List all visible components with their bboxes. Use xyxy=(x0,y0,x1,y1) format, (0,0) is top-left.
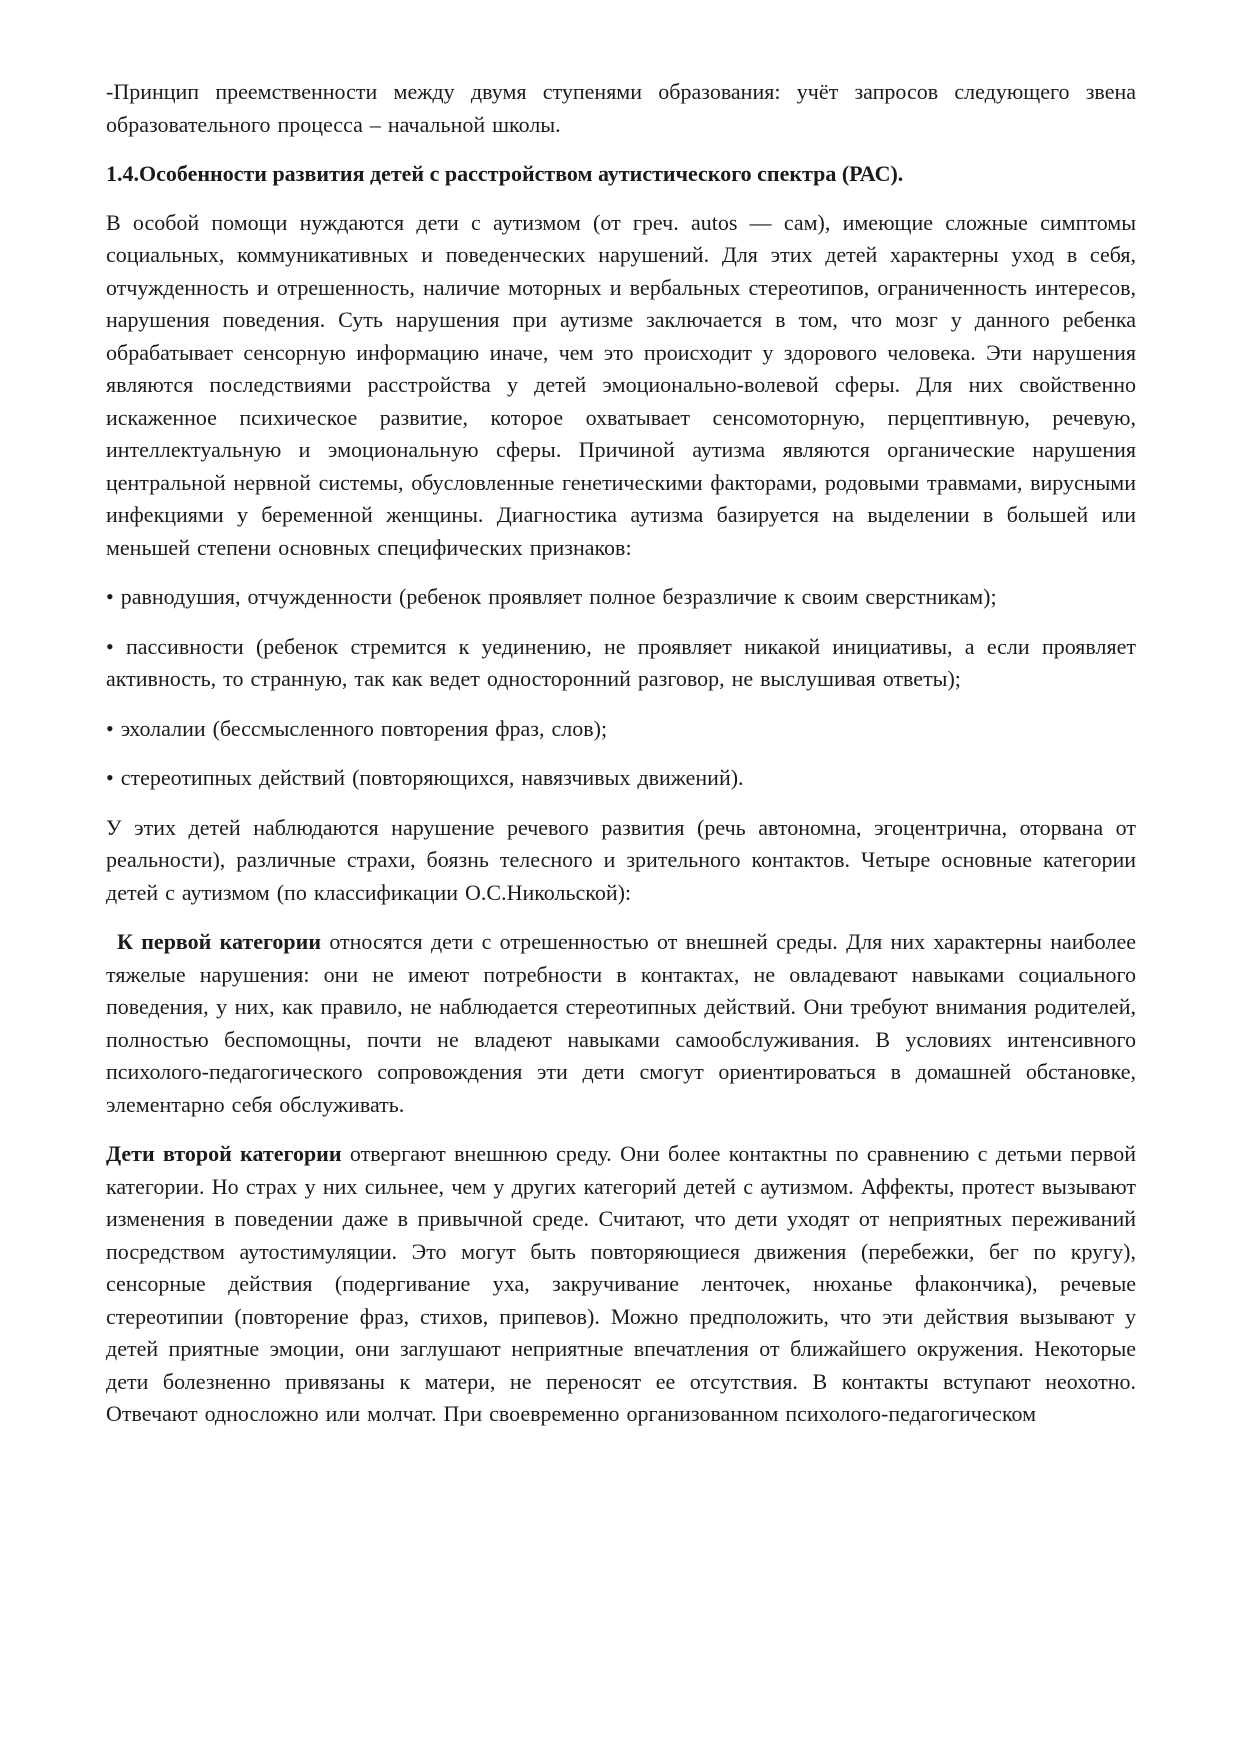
category-1-paragraph xyxy=(106,926,1136,1121)
overview-paragraph: В особой помощи нуждаются дети с аутизмом (от греч. autos — сам), имеющие сложные симптомы социальных, коммуникативных и поведенческих нарушений. Для этих детей характерны уход в себя, отчужденность и отрешенность, наличие моторных и вербальных стереотипов, ограниченность интересов, нарушения поведения. Суть нарушения при аутизме заключается в том, что мозг у данного ребенка обрабатывает сенсорную информацию иначе, чем это происходит у здорового человека. Эти нарушения являются последствиями расстройства у детей эмоционально-волевой сферы. Для них свойственно искаженное психическое развитие, которое охватывает сенсомоторную, перцептивную, речевую, интеллектуальную и эмоциональную сферы. Причиной аутизма являются органические нарушения центральной нервной системы, обусловленные генетическими факторами, родовыми травмами, вирусными инфекциями у беременной женщины. Диагностика аутизма базируется на выделении в большей или меньшей степени основных специфических признаков: xyxy=(106,209,1136,560)
category-1-lead: К первой категории xyxy=(117,929,322,954)
category-2-text: отвергают внешнюю среду. Они более контактны по сравнению с детьми первой категории. Но страх у них сильнее, чем у других категорий детей с аутизмом. Аффекты, протест вызывают изменения в поведении даже в привычной среде. Считают, что дети уходят от неприятных переживаний посредством аутостимуляции. Это могут быть повторяющиеся движения (перебежки, бег по кругу), сенсорные действия (подергивание уха, закручивание ленточек, нюханье флакончика), речевые стереотипии (повторение фраз, стихов, припевов). Можно предположить, что эти действия вызывают у детей приятные эмоции, они заглушают неприятные впечатления от ближайшего окружения. Некоторые дети болезненно привязаны к матери, не переносят ее отсутствия. В контакты вступают неохотно. Отвечают односложно или молчат. При своевременно организованном психолого-педагогическом xyxy=(106,1141,1136,1426)
categories-intro-paragraph: У этих детей наблюдаются нарушение речевого развития (речь автономна, эгоцентрична, оторвана от реальности), различные страхи, боязнь телесного и зрительного контактов. Четыре основные категории детей с аутизмом (по классификации О.С.Никольской): xyxy=(106,814,1136,905)
category-2-lead: Дети второй категории xyxy=(106,1141,342,1166)
list-item-passivity: • пассивности (ребенок стремится к уединению, не проявляет никакой инициативы, а если проявляет активность, то странную, так как ведет односторонний разговор, не выслушивая ответы); xyxy=(106,633,1136,691)
category-1-text: относятся дети с отрешенностью от внешней среды. Для них характерны наиболее тяжелые нарушения: они не имеют потребности в контактах, не овладевают навыками социального поведения, у них, как правило, не наблюдается стереотипных действий. Они требуют внимания родителей, полностью беспомощны, почти не владеют навыками самообслуживания. В условиях интенсивного психолого-педагогического сопровождения эти дети смогут ориентироваться в домашней обстановке, элементарно себя обслуживать. xyxy=(106,929,1136,1117)
section-heading: 1.4.Особенности развития детей с расстройством аутистического спектра (РАС). xyxy=(106,161,904,186)
list-item-echolalia: • эхолалии (бессмысленного повторения фраз, слов); xyxy=(106,715,608,741)
intro-paragraph: -Принцип преемственности между двумя ступенями образования: учёт запросов следующего звена образовательного процесса – начальной школы. xyxy=(106,79,1136,137)
category-2-paragraph xyxy=(106,1138,1136,1431)
list-item-stereotyped-actions: • стереотипных действий (повторяющихся, навязчивых движений). xyxy=(106,765,744,790)
list-item-indifference: • равнодушия, отчужденности (ребенок проявляет полное безразличие к своим сверстникам); xyxy=(106,584,997,609)
